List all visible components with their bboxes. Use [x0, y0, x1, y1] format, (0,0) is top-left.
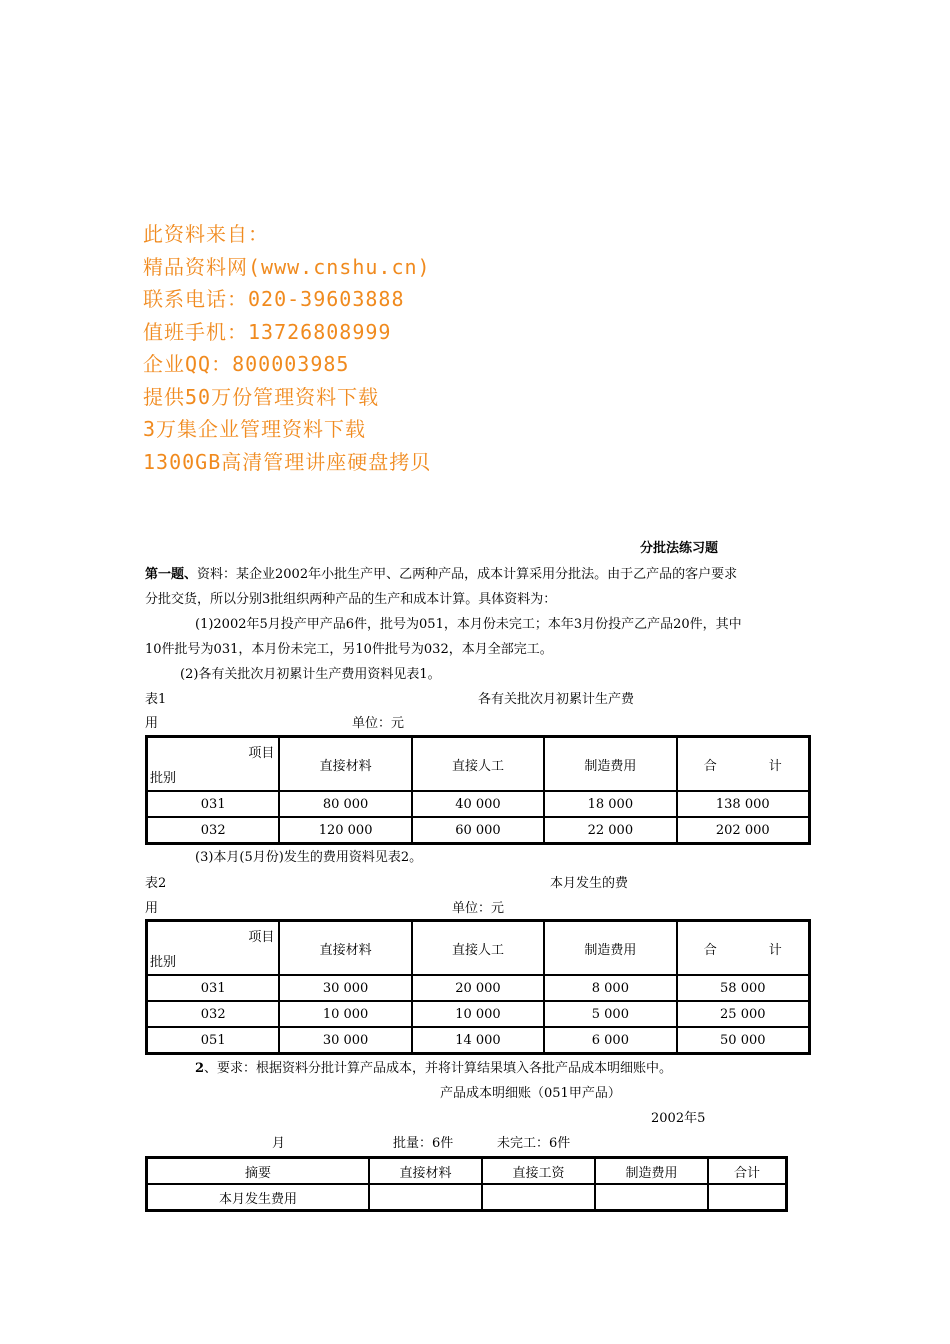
item-1-line-1: (1)2002年5月投产甲产品6件，批号为051，本月份未完工；本年3月份投产乙产品20件，其中 [195, 617, 742, 632]
ledger-cell [369, 1184, 482, 1210]
table-cell: 22 000 [544, 817, 676, 843]
header-total-b: 计 [768, 758, 782, 774]
header-total [677, 737, 809, 791]
ledger-header-overhead: 制造费用 [595, 1158, 708, 1184]
promo-phone-line: 联系电话：020-39603888 [143, 287, 405, 311]
ledger-header-wages: 直接工资 [482, 1158, 595, 1184]
table-cell: 60 000 [412, 817, 544, 843]
table-cell: 58 000 [677, 975, 809, 1001]
ledger-header-summary: 摘要 [147, 1158, 369, 1184]
ledger-cell: 本月发生费用 [147, 1184, 369, 1210]
table-cell: 051 [147, 1027, 279, 1053]
table-2-unit: 单位：元 [452, 901, 505, 916]
table-row [147, 791, 809, 817]
table-cell: 031 [147, 791, 279, 817]
table-cell: 25 000 [677, 1001, 809, 1027]
question-1-text: 资料：某企业2002年小批生产甲、乙两种产品，成本计算采用分批法。由于乙产品的客户要求 [197, 567, 738, 582]
table-row [147, 975, 809, 1001]
promo-offer-line: 3万集企业管理资料下载 [143, 417, 367, 441]
promo-source-line: 此资料来自： [143, 222, 269, 246]
header-total [677, 921, 809, 975]
header-batch: 批别 [150, 955, 177, 970]
table-1-corner-header [147, 737, 279, 791]
table-cell: 10 000 [279, 1001, 411, 1027]
ledger-cell [595, 1184, 708, 1210]
table-row [147, 817, 809, 843]
table-cell: 50 000 [677, 1027, 809, 1053]
table-cell: 5 000 [544, 1001, 676, 1027]
ledger-year: 2002年5 [651, 1111, 706, 1126]
requirement-text: 、要求：根据资料分批计算产品成本，并将计算结果填入各批产品成本明细账中。 [204, 1061, 673, 1076]
table-cell: 032 [147, 1001, 279, 1027]
table-2-title-tail: 用 [145, 901, 159, 916]
requirement [195, 1059, 672, 1079]
table-2-title: 本月发生的费 [550, 876, 629, 891]
table-2 [145, 919, 811, 1055]
table-cell: 120 000 [279, 817, 411, 843]
promo-mobile-line: 值班手机：13726808999 [143, 319, 392, 344]
header-total-a: 合 [703, 942, 717, 958]
ledger-table [145, 1156, 788, 1212]
ledger-cell [708, 1184, 786, 1210]
ledger-header-total: 合计 [708, 1158, 786, 1184]
header-overhead: 制造费用 [544, 921, 676, 975]
header-item: 项目 [248, 930, 275, 945]
header-labor: 直接人工 [412, 737, 544, 791]
ledger-month: 月 [272, 1136, 286, 1151]
table-cell: 14 000 [412, 1027, 544, 1053]
table-1-unit: 单位：元 [352, 716, 405, 731]
table-cell: 8 000 [544, 975, 676, 1001]
table-2-corner-header [147, 921, 279, 975]
table-cell: 18 000 [544, 791, 676, 817]
table-row [147, 1184, 786, 1210]
table-cell: 202 000 [677, 817, 809, 843]
item-3: (3)本月(5月份)发生的费用资料见表2。 [195, 850, 423, 865]
header-material: 直接材料 [279, 737, 411, 791]
table-cell: 031 [147, 975, 279, 1001]
question-1-line-1 [145, 565, 737, 585]
header-item: 项目 [248, 746, 275, 761]
requirement-number: 2 [195, 1061, 205, 1076]
table-cell: 30 000 [279, 1027, 411, 1053]
table-cell: 80 000 [279, 791, 411, 817]
question-1-line-2: 分批交货，所以分别3批组织两种产品的生产和成本计算。具体资料为： [145, 592, 557, 607]
item-1-line-2: 10件批号为031，本月份未完工，另10件批号为032，本月全部完工。 [145, 642, 553, 657]
table-2-label: 表2 [145, 876, 167, 891]
promo-offer-line: 1300GB高清管理讲座硬盘拷贝 [143, 449, 432, 474]
promo-qq-line: 企业QQ：800003985 [143, 352, 350, 376]
ledger-title: 产品成本明细账（051甲产品） [440, 1086, 621, 1101]
header-labor: 直接人工 [412, 921, 544, 975]
table-cell: 20 000 [412, 975, 544, 1001]
table-row [147, 1027, 809, 1053]
table-1-label: 表1 [145, 692, 167, 707]
ledger-batch-qty: 批量：6件 [393, 1136, 454, 1151]
table-cell: 40 000 [412, 791, 544, 817]
item-2: (2)各有关批次月初累计生产费用资料见表1。 [180, 667, 441, 682]
promo-block [143, 218, 431, 478]
ledger-header-material: 直接材料 [369, 1158, 482, 1184]
table-1 [145, 735, 811, 845]
ledger-unfinished: 未完工：6件 [497, 1136, 571, 1151]
table-cell: 6 000 [544, 1027, 676, 1053]
table-cell: 032 [147, 817, 279, 843]
document-title: 分批法练习题 [640, 541, 719, 556]
promo-offer-line: 提供50万份管理资料下载 [143, 384, 380, 409]
table-cell: 30 000 [279, 975, 411, 1001]
table-1-title-tail: 用 [145, 716, 159, 731]
ledger-cell [482, 1184, 595, 1210]
header-overhead: 制造费用 [544, 737, 676, 791]
question-1-label: 第一题、 [145, 567, 198, 582]
table-row [147, 1001, 809, 1027]
header-total-a: 合 [703, 758, 717, 774]
header-material: 直接材料 [279, 921, 411, 975]
promo-website-line: 精品资料网(www.cnshu.cn) [143, 254, 431, 279]
header-batch: 批别 [150, 771, 177, 786]
table-cell: 10 000 [412, 1001, 544, 1027]
header-total-b: 计 [768, 942, 782, 958]
table-cell: 138 000 [677, 791, 809, 817]
table-1-title: 各有关批次月初累计生产费 [478, 692, 635, 707]
